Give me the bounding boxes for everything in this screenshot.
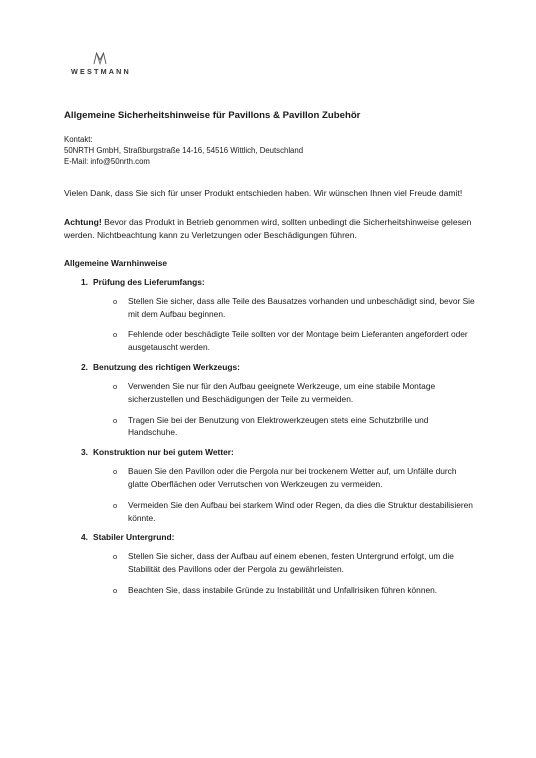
brand-name: WESTMANN	[71, 67, 131, 76]
westmann-mark-icon	[93, 52, 107, 65]
item-number: 1.	[81, 276, 88, 287]
contact-address: 50NRTH GmbH, Straßburgstraße 14-16, 54516 Wittlich, Deutschland	[64, 145, 304, 155]
list-item: o Tragen Sie bei der Benutzung von Elektrowerkzeugen stets eine Schutzbrille und Handschuhe.	[113, 414, 429, 438]
warning-list	[64, 277, 479, 597]
document-title: Allgemeine Sicherheitshinweise für Pavillons & Pavillon Zubehör	[64, 110, 361, 121]
bullet-circle-icon: o	[113, 500, 118, 510]
item-number: 3.	[81, 447, 88, 458]
list-item: o Stellen Sie sicher, dass alle Teile des Bausatzes vorhanden und unbeschädigt sind, bevor Sie mit dem Aufbau beginnen.	[113, 295, 475, 319]
item-number: 4.	[81, 532, 88, 543]
item-title: 3. Konstruktion nur bei gutem Wetter:	[81, 447, 234, 458]
warning-label: Achtung!	[64, 217, 102, 228]
contact-label: Kontakt:	[64, 135, 93, 144]
list-item: o Bauen Sie den Pavillon oder die Pergola nur bei trockenem Wetter auf, um Unfälle durch glatte Oberflächen oder Verrutschen von Werkzeugen zu vermeiden.	[113, 466, 457, 489]
contact-block	[64, 135, 479, 167]
list-item: o Vermeiden Sie den Aufbau bei starkem Wind oder Regen, da dies die Struktur destabilisieren könnte.	[113, 499, 473, 523]
warning-item	[64, 362, 479, 439]
list-item: o Fehlende oder beschädigte Teile sollten vor der Montage beim Lieferanten angefordert oder ausgetauscht werden.	[113, 329, 468, 353]
item-title: 2. Benutzung des richtigen Werkzeugs:	[81, 361, 240, 372]
bullet-circle-icon: o	[113, 585, 118, 595]
warning-paragraph	[64, 216, 479, 242]
list-item: o Stellen Sie sicher, dass der Aufbau auf einem ebenen, festen Untergrund erfolgt, um die Stabilität des Pavillons oder der Pergola zu gewährleisten.	[113, 551, 454, 575]
brand-logo	[64, 52, 136, 76]
warning-item	[64, 277, 479, 354]
warning-item	[64, 532, 479, 596]
bullet-circle-icon: o	[113, 296, 118, 306]
bullet-circle-icon: o	[113, 552, 118, 562]
item-title: 4. Stabiler Untergrund:	[81, 532, 175, 543]
warning-text: Bevor das Produkt in Betrieb genommen wird, sollten unbedingt die Sicherheitshinweise gelesen werden. Nichtbeachtung kann zu Verletzungen oder Beschädigungen führen.	[64, 217, 472, 240]
intro-paragraph: Vielen Dank, dass Sie sich für unser Produkt entschieden haben. Wir wünschen Ihnen viel Freude damit!	[64, 188, 463, 199]
section-title: Allgemeine Warnhinweise	[64, 257, 168, 268]
warning-item	[64, 447, 479, 524]
item-title: 1. Prüfung des Lieferumfangs:	[81, 276, 205, 287]
list-item: o Verwenden Sie nur für den Aufbau geeignete Werkzeuge, um eine stabile Montage sicherzustellen und Beschädigungen der Teile zu vermeiden.	[113, 380, 436, 404]
bullet-circle-icon: o	[113, 415, 118, 425]
item-number: 2.	[81, 361, 88, 372]
bullet-circle-icon: o	[113, 381, 118, 391]
bullet-circle-icon: o	[113, 467, 118, 477]
bullet-circle-icon: o	[113, 330, 118, 340]
document-content	[64, 110, 479, 605]
list-item: o Beachten Sie, dass instabile Gründe zu Instabilität und Unfallrisiken führen können.	[64, 584, 479, 597]
contact-email: E-Mail: info@50nrth.com	[64, 156, 150, 166]
